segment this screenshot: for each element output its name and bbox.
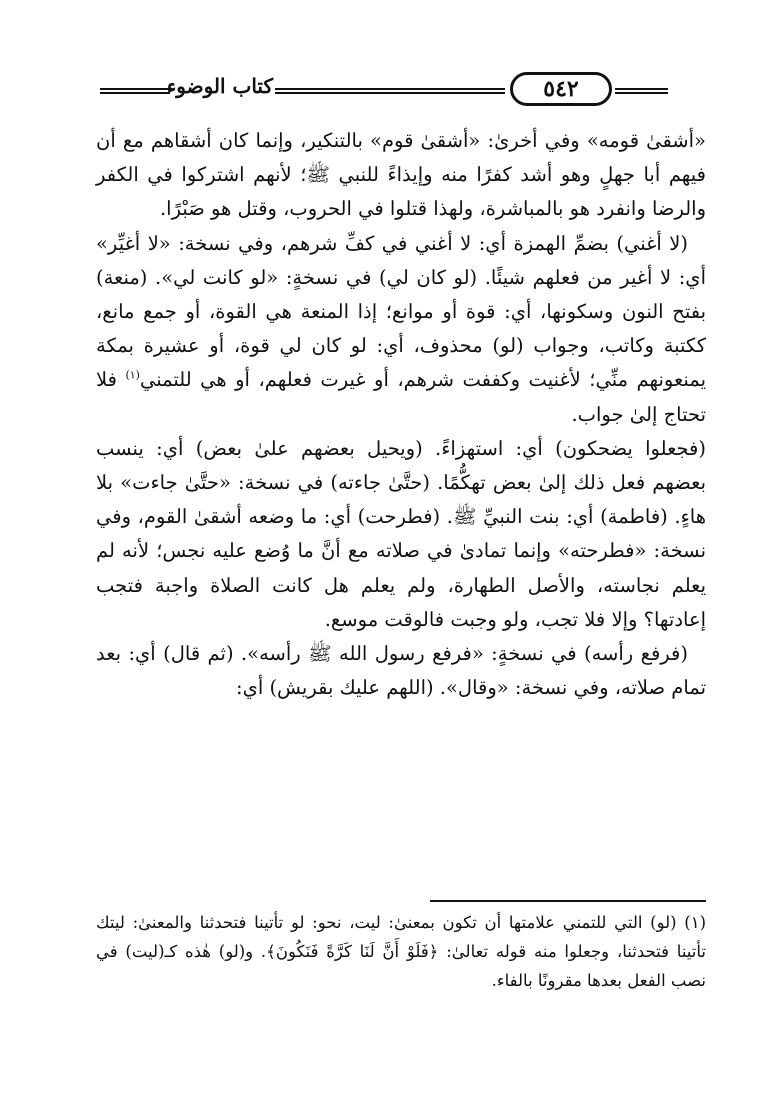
header-rule-left: [100, 88, 170, 94]
paragraph-1: «أشقىٰ قومه» وفي أخرىٰ: «أشقىٰ قوم» بالتنكير، وإنما كان أشقاهم مع أن فيهم أبا جهلٍ وهو أشد كفرًا منه وإيذاءً للنبي ﷺ؛ لأنهم اشتركوا في الكفر والرضا وانفرد هو بالمباشرة، ولهذا قتلوا في الحروب، وقتل هو صَبْرًا.: [96, 129, 706, 221]
page-number: ٥٤٢: [510, 72, 612, 106]
footnote-separator: [430, 900, 706, 902]
paragraph-2-end: فلا تحتاج إلىٰ جواب.: [96, 368, 706, 426]
header-rule-middle: [275, 88, 505, 94]
header-rule-right: [615, 88, 668, 94]
footnote-text: (١) (لو) التي للتمني علامتها أن تكون بمعنىٰ: ليت، نحو: لو تأتينا فتحدثنا والمعنىٰ: ليتك تأتينا فتحدثنا، وجعلوا منه قوله تعالىٰ: ﴿فَلَوْ أَنَّ لَنَا كَرَّةً فَنَكُونَ﴾. و(لو) هٰذه كـ(ليت) في نصب الفعل بعدها مقرونًا بالفاء.: [96, 913, 706, 990]
paragraph-3: (فجعلوا يضحكون) أي: استهزاءً. (ويحيل بعضهم علىٰ بعض) أي: ينسب بعضهم فعل ذلك إلىٰ بعض تهكُّمًا. (حتَّىٰ جاءته) في نسخة: «حتَّىٰ جاءت» بلا هاءٍ. (فاطمة) أي: بنت النبيِّ ﷺ. (فطرحت) أي: ما وضعه أشقىٰ القوم، وفي نسخة: «فطرحته» وإنما تمادىٰ في صلاته مع أنَّ ما وُضع عليه نجس؛ لأنه لم يعلم نجاسته، والأصل الطهارة، ولم يعلم هل كانت الصلاة واجبة فتجب إعادتها؟ وإلا فلا تجب، ولو وجبت فالوقت موسع.: [96, 436, 706, 631]
main-text: [96, 124, 706, 705]
footnote-marker: (١): [125, 368, 140, 382]
page-header: [100, 72, 668, 112]
footnote: [96, 908, 706, 995]
chapter-title: كتاب الوضوء: [166, 74, 273, 98]
paragraph-4: (فرفع رأسه) في نسخةٍ: «فرفع رسول الله ﷺ رأسه». (ثم قال) أي: بعد تمام صلاته، وفي نسخة: «وقال». (اللهم عليك بقريش) أي:: [96, 642, 706, 700]
paragraph-2: [96, 227, 706, 432]
paragraph-2-text: (لا أغني) بضمِّ الهمزة أي: لا أغني في كفِّ شرهم، وفي نسخة: «لا أغيِّر» أي: لا أغير من فعلهم شيئًا. (لو كان لي) في نسخةٍ: «لو كانت لي». (منعة) بفتح النون وسكونها، أي: قوة أو موانع؛ إذا المنعة هي القوة، أو جمع مانع، ككتبة وكاتب، وجواب (لو) محذوف، أي: لو كان لي قوة، أو عشيرة بمكة يمنعونهم منِّي؛ لأغنيت وكففت شرهم، أو غيرت فعلهم، أو هي للتمني: [96, 231, 706, 392]
